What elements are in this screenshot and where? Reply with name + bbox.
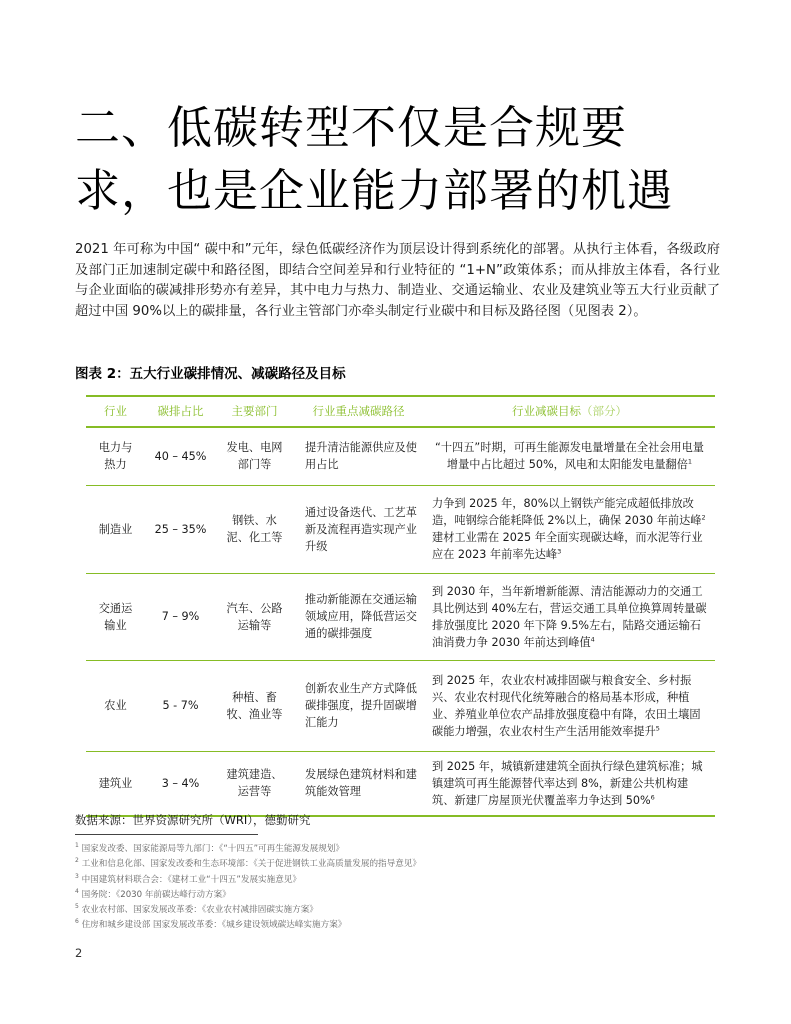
cell-share: 3 – 4% [161, 776, 200, 790]
cell-share: 40 – 45% [154, 449, 207, 463]
header-path: 行业重点减碳路径 [312, 404, 405, 418]
footnote-item [75, 857, 421, 872]
footnote-number: 1 [75, 842, 79, 850]
footnote-number: 5 [75, 903, 79, 911]
page-number: 2 [75, 946, 83, 960]
chart-title: 图表 2：五大行业碳排情况、减碳路径及目标 [75, 366, 346, 382]
cell-dept: 钢铁、水泥、化工等 [226, 514, 283, 544]
header-target-label: 行业减碳目标 [512, 404, 581, 418]
cell-dept: 发电、电网部门等 [226, 441, 283, 472]
footnote-text: 国务院：《2030 年前碳达峰行动方案》 [81, 889, 231, 900]
cell-share: 7 – 9% [161, 610, 200, 623]
target-text: 到 2030 年，当年新增新能源、清洁能源动力的交通工具比例达到 40%左右，营运交通工具单位换算周转量碳排放强度比 2020 年下降 9.5%左右，陆路交通运输石油消费力争 2030 年前达到峰值 [432, 584, 707, 649]
cell-industry: 农业 [104, 699, 127, 712]
footnote-ref: 6 [650, 793, 655, 802]
footnote-number: 2 [75, 857, 79, 865]
target-text: “十四五”时期，可再生能源发电量增量在全社会用电量增量中占比超过 50%，风电和太阳能发电量翻倍 [435, 441, 704, 472]
cell-target [424, 751, 715, 816]
cell-dept: 种植、畜牧、渔业等 [226, 690, 283, 721]
data-source: 数据来源：世界资源研究所（WRI），德勤研究 [75, 813, 311, 827]
cell-industry: 交通运输业 [98, 601, 133, 632]
footnote-number: 6 [75, 918, 79, 926]
cell-target [424, 485, 715, 573]
footnote-text: 国家发改委、国家能源局等九部门：《“十四五”可再生能源发展规划》 [81, 844, 344, 854]
table-row [86, 485, 715, 573]
footnote-divider [75, 834, 258, 835]
table-row [86, 660, 715, 751]
page-title-line-2: 求，也是企业能力部署的机遇 [75, 164, 674, 217]
footnote-item [75, 842, 421, 857]
header-dept: 主要部门 [231, 404, 278, 418]
footnote-text: 中国建筑材料联合会：《建材工业“十四五”发展实施意见》 [81, 874, 302, 885]
footnote-item [75, 918, 421, 933]
cell-target [424, 427, 715, 485]
header-target-sub: （部分） [581, 404, 627, 418]
cell-share: 25 – 35% [154, 522, 207, 536]
cell-industry: 电力与热力 [98, 441, 133, 472]
footnote-text: 农业农村部、国家发展改革委：《农业农村减排固碳实施方案》 [81, 905, 318, 916]
target-text-2: 建材工业需在 2025 年全面实现碳达峰，而水泥等行业应在 2023 年前率先达峰 [432, 531, 703, 561]
target-text: 到 2025 年，城镇新建建筑全面执行绿色建筑标准；城镇建筑可再生能源替代率达到 8%，新建公共机构建筑、新建厂房屋顶光伏覆盖率力争达到 50% [432, 759, 703, 807]
cell-dept: 汽车、公路运输等 [226, 601, 283, 632]
cell-path: 提升清洁能源供应及使用占比 [305, 441, 417, 472]
page-title [75, 96, 715, 222]
cell-industry: 制造业 [98, 522, 133, 536]
footnote-item [75, 903, 421, 918]
table-row [86, 427, 715, 485]
footnote-text: 住房和城乡建设部 国家发展改革委：《城乡建设领域碳达峰实施方案》 [81, 920, 347, 931]
footnote-number: 4 [75, 888, 79, 896]
footnote-ref: 4 [590, 634, 595, 643]
cell-target [424, 660, 715, 751]
cell-dept: 建筑建造、运营等 [226, 768, 283, 799]
footnote-ref: 1 [687, 457, 693, 466]
footnote-text: 工业和信息化部、国家发改委和生态环境部：《关于促进钢铁工业高质量发展的指导意见》 [81, 859, 422, 870]
footnote-ref: 2 [701, 513, 706, 522]
cell-industry: 建筑业 [98, 776, 133, 790]
cell-target [424, 573, 715, 660]
footnote-number: 3 [75, 872, 79, 880]
footnote-item [75, 873, 421, 888]
table-header-row [86, 396, 715, 427]
industry-table [86, 395, 715, 817]
table-row [86, 573, 715, 660]
footnote-ref-2: 3 [557, 547, 562, 556]
target-text: 力争到 2025 年，80%以上钢铁产能完成超低排放改造，吨钢综合能耗降低 2%以上，确保 2030 年前达峰 [432, 497, 702, 527]
cell-share: 5 - 7% [162, 699, 199, 712]
cell-path: 推动新能源在交通运输领域应用，降低营运交通的碳排强度 [305, 593, 417, 640]
page-title-line-1: 二、低碳转型不仅是合规要 [75, 101, 628, 154]
header-industry: 行业 [104, 404, 127, 418]
table-row [86, 751, 715, 816]
cell-path: 发展绿色建筑材料和建筑能效管理 [305, 768, 417, 799]
footnote-ref: 5 [655, 723, 660, 732]
header-target [424, 396, 715, 427]
header-share: 碳排占比 [157, 404, 204, 418]
cell-path: 通过设备迭代、工艺革新及流程再造实现产业升级 [305, 505, 417, 553]
cell-path: 创新农业生产方式降低碳排强度，提升固碳增汇能力 [305, 682, 417, 729]
target-text: 到 2025 年，农业农村减排固碳与粮食安全、乡村振兴、农业农村现代化统筹融合的格局基本形成，种植业、养殖业单位农产品排放强度稳中有降，农田土壤固碳能力增强，农业农村生产生活用能效率提升 [432, 673, 701, 738]
footnotes [75, 842, 421, 934]
intro-paragraph: 2021 年可称为中国“ 碳中和”元年，绿色低碳经济作为顶层设计得到系统化的部署。从执行主体看，各级政府及部门正加速制定碳中和路径图，即结合空间差异和行业特征的 “1+N”政策体系；而从排放主体看，各行业与企业面临的碳减排形势亦有差异，其中电力与热力、制造业、交通运输业、农业及建筑业等五大行业贡献了超过中国 90%以上的碳排量，各行业主管部门亦牵头制定行业碳中和目标及路径图（见图表 2）。 [75, 242, 720, 319]
footnote-item [75, 888, 421, 903]
